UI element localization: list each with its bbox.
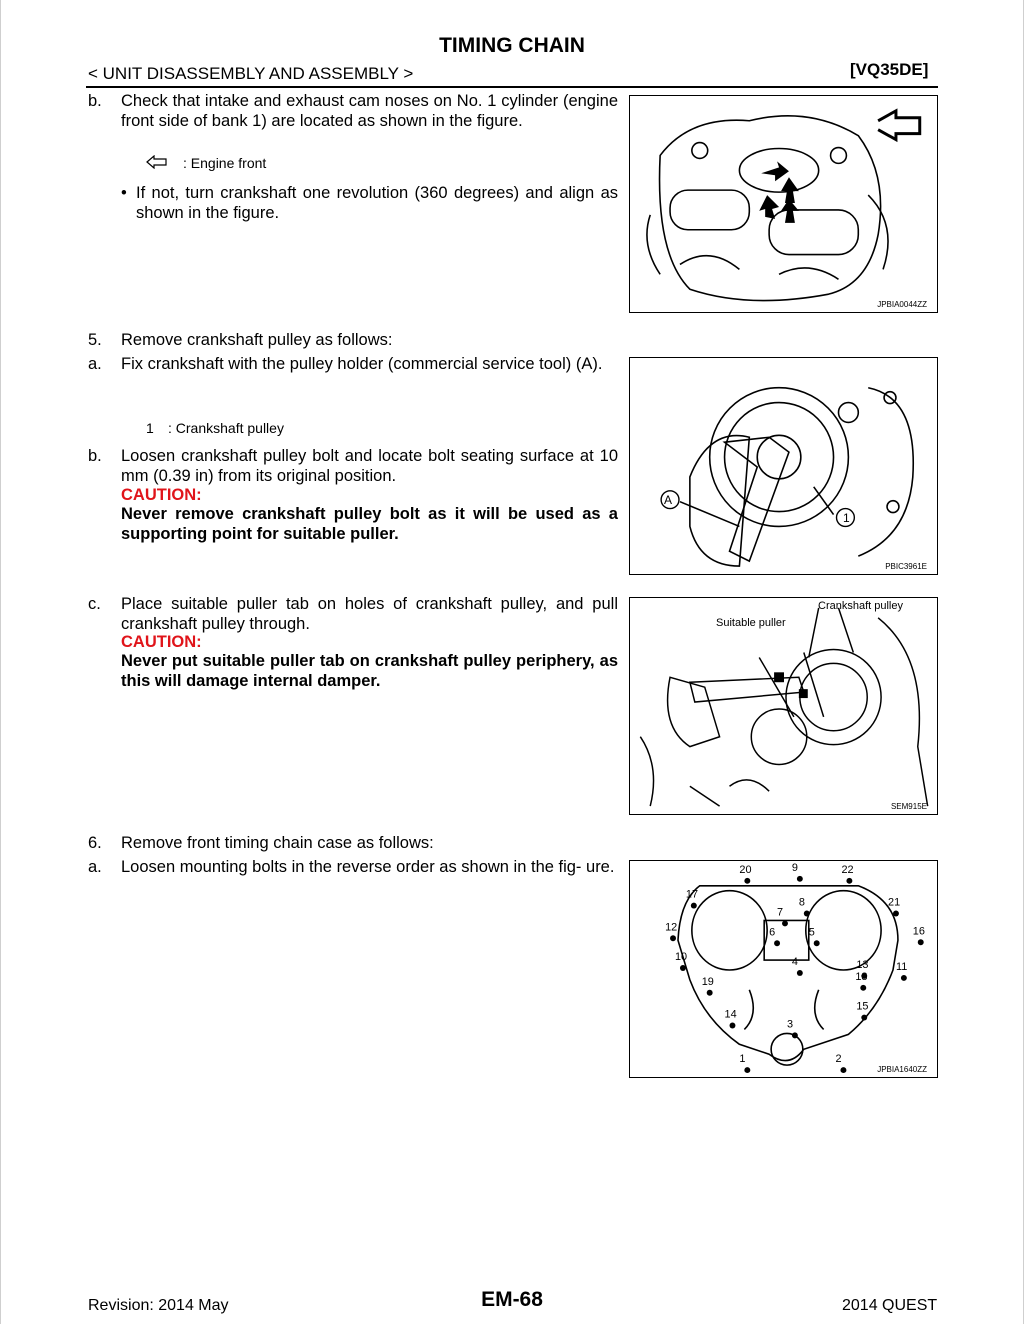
bolt-number-label: 15: [856, 1000, 869, 1013]
step-number-6: 6.: [88, 834, 102, 852]
legend-engine-front: : Engine front: [183, 155, 267, 171]
bolt-marker: [680, 965, 686, 971]
step-text: Remove front timing chain case as follows:: [121, 834, 434, 852]
step-text: Remove crankshaft pulley as follows:: [121, 331, 393, 349]
step-marker-a: a.: [88, 355, 102, 373]
bolt-marker: [670, 935, 676, 941]
bolt-marker: [707, 990, 713, 996]
bolt-marker: [782, 920, 788, 926]
engine-code: [VQ35DE]: [850, 60, 929, 79]
step-marker-a: a.: [88, 858, 102, 876]
caution-text: Never put suitable puller tab on crankshaft pulley periphery, as this will damage internal damper.: [121, 652, 618, 690]
bolt-marker: [893, 911, 899, 917]
bolt-number-label: 3: [786, 1018, 794, 1031]
bullet-text: If not, turn crankshaft one revolution (360 degrees) and align as shown in the figure.: [136, 184, 618, 222]
figure-label-crankshaft-pulley: Crankshaft pulley: [818, 600, 903, 612]
step-text: Loosen mounting bolts in the reverse order as shown in the fig- ure.: [121, 858, 615, 876]
bolt-number-label: 1: [739, 1053, 746, 1066]
section-heading: < UNIT DISASSEMBLY AND ASSEMBLY >: [88, 64, 414, 83]
figure-code: PBIC3961E: [885, 562, 927, 571]
caution-label: CAUTION:: [121, 486, 202, 504]
bolt-number-label: 19: [701, 975, 714, 988]
bolt-number-label: 7: [777, 906, 784, 919]
bolt-marker: [840, 1067, 846, 1073]
bolt-marker: [860, 985, 866, 991]
figure-bolt-loosening-order: [629, 860, 938, 1078]
bolt-marker: [797, 876, 803, 882]
figure-label-a: A: [664, 493, 673, 507]
bolt-marker: [797, 970, 803, 976]
step-marker-b: b.: [88, 92, 102, 110]
bolt-marker: [792, 1032, 798, 1038]
caution-text: Never remove crankshaft pulley bolt as it will be used as a supporting point for suitable puller.: [121, 505, 618, 543]
bolt-marker: [918, 939, 924, 945]
header-rule: [86, 86, 938, 88]
legend-crankshaft-pulley: : Crankshaft pulley: [168, 420, 284, 436]
figure-suitable-puller: [629, 597, 938, 815]
bolt-marker: [730, 1023, 736, 1029]
figure-code: SEM915E: [890, 802, 927, 811]
legend-number: 1: [146, 420, 154, 436]
engine-front-arrow-icon: [146, 155, 168, 174]
bolt-marker: [691, 903, 697, 909]
bolt-number-label: 14: [724, 1008, 737, 1021]
footer-revision: Revision: 2014 May: [88, 1297, 229, 1314]
bolt-marker: [744, 1067, 750, 1073]
bolt-marker: [861, 1015, 867, 1021]
bolt-number-label: 4: [791, 956, 798, 969]
bullet-icon: •: [121, 184, 127, 202]
bolt-marker: [744, 878, 750, 884]
figure-cam-noses: [629, 95, 938, 313]
page-edge-left: [0, 0, 1, 1324]
bolt-number-label: 20: [739, 863, 752, 876]
page-title: TIMING CHAIN: [439, 34, 585, 57]
bolt-number-label: 10: [675, 951, 688, 964]
bolt-number-label: 2: [835, 1053, 842, 1066]
bolt-number-label: 5: [808, 926, 815, 939]
bolt-number-label: 22: [841, 863, 854, 876]
bolt-marker: [804, 911, 810, 917]
figure-label-1: 1: [843, 511, 850, 525]
bolt-number-label: 9: [791, 861, 798, 874]
bolt-marker: [774, 940, 780, 946]
step-marker-b: b.: [88, 447, 102, 465]
step-marker-c: c.: [88, 595, 101, 613]
step-text: Place suitable puller tab on holes of crankshaft pulley, and pull crankshaft pulley through.: [121, 595, 618, 633]
step-text: Fix crankshaft with the pulley holder (commercial service tool) (A).: [121, 355, 603, 373]
bolt-number-label: 11: [895, 960, 908, 973]
step-text: Loosen crankshaft pulley bolt and locate bolt seating surface at 10 mm (0.39 in) from its original position.: [121, 447, 618, 485]
bolt-number-label: 16: [912, 925, 925, 938]
footer-model: 2014 QUEST: [842, 1297, 938, 1314]
bolt-number-label: 12: [665, 921, 678, 934]
bolt-number-label: 8: [798, 896, 805, 909]
step-number-5: 5.: [88, 331, 102, 349]
bolt-marker: [846, 878, 852, 884]
bolt-number-label: 6: [769, 926, 776, 939]
bolt-marker: [901, 975, 907, 981]
bolt-number-label: 17: [685, 888, 699, 901]
page-number: EM-68: [481, 1288, 543, 1311]
caution-label: CAUTION:: [121, 633, 202, 651]
bolt-number-label: 21: [888, 896, 901, 909]
figure-pulley-holder: [629, 357, 938, 575]
bolt-number-label: 18: [855, 970, 868, 983]
figure-label-suitable-puller: Suitable puller: [716, 617, 786, 629]
bolt-number-label: 13: [856, 959, 869, 972]
figure-code: JPBIA0044ZZ: [877, 300, 927, 309]
step-text: Check that intake and exhaust cam noses on No. 1 cylinder (engine front side of bank 1) are located as shown in the figure.: [121, 92, 618, 130]
figure-code: JPBIA1640ZZ: [877, 1065, 927, 1074]
bolt-marker: [814, 940, 820, 946]
